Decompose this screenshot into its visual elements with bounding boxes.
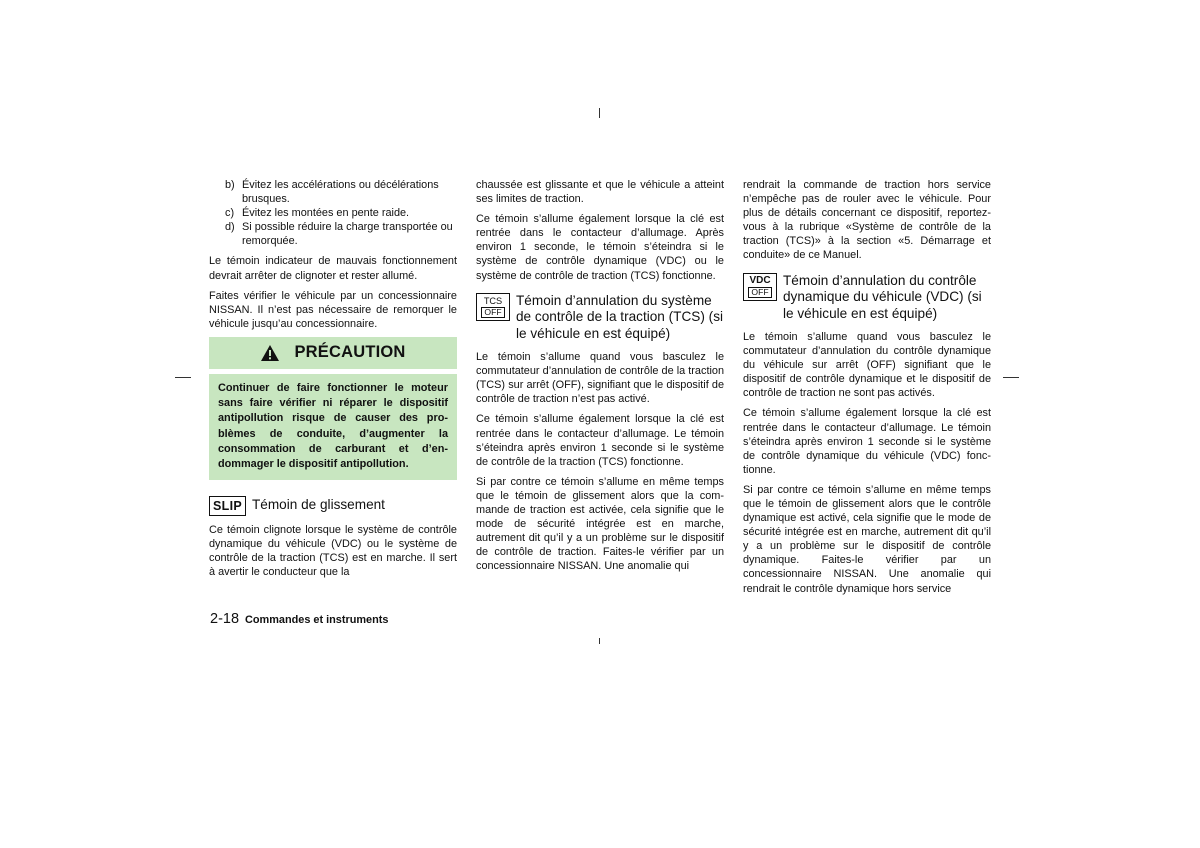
slip-indicator-title: Témoin de glissement	[251, 497, 385, 513]
column-2	[476, 178, 724, 579]
tcs-icon-bottom: OFF	[481, 307, 504, 318]
caution-header	[209, 337, 457, 369]
paragraph: Ce témoin s’allume également lorsque la clé est rentrée dans le contacteur d’allumage. Après environ 1 seconde, le témoin s’éteindra si le système de contrôle dynamique (VDC) ou le système de contrôle de traction (TCS) fonctionne.	[476, 213, 724, 282]
crop-mark-top	[599, 108, 600, 118]
list-item-label: d)	[225, 221, 235, 234]
tcs-off-indicator-title: Témoin d’annulation du système de contrôle de la traction (TCS) (si le véhicule en est équipé)	[516, 292, 724, 342]
crop-mark-bottom	[599, 638, 600, 644]
list-item-label: b)	[225, 179, 235, 191]
paragraph: Le témoin indicateur de mauvais fonctionnement devrait arrêter de clignoter et rester allumé.	[209, 255, 457, 282]
list-item	[209, 178, 457, 206]
column-3	[743, 178, 991, 602]
list-item-text: Si possible réduire la charge transportée ou remorquée.	[242, 221, 453, 248]
crop-mark-right	[1003, 377, 1019, 378]
list-item-text: Évitez les montées en pente raide.	[242, 207, 410, 220]
caution-title: PRÉCAUTION	[294, 343, 406, 362]
caution-body: Continuer de faire fonctionner le moteur sans faire vérifier ni réparer le dispositif antipollution risque de causer des problèmes de conduite, d’augmenter la consommation de carburant et d’endommager le dispositif antipollution.	[209, 374, 457, 480]
paragraph: Le témoin s’allume quand vous basculez le commutateur d’annulation de contrôle de la traction (TCS) sur arrêt (OFF), signifiant que le dispositif de contrôle de traction n’est pas activé.	[476, 351, 724, 406]
crop-mark-left	[175, 377, 191, 378]
column-1	[209, 178, 457, 586]
paragraph: Ce témoin clignote lorsque le système de contrôle dynamique du véhicule (VDC) ou le système de contrôle de la traction (TCS) est en marche. Il sert à avertir le conducteur que la	[209, 524, 457, 579]
page-footer	[210, 611, 388, 627]
paragraph: Faites vérifier le véhicule par un concessionnaire NISSAN. Il n’est pas nécessaire de remorquer le véhicule jusqu’au concessionnaire.	[209, 289, 457, 330]
vdc-off-indicator-title: Témoin d’annulation du contrôle dynamique du véhicule (VDC) (si le véhicule en est équipé)	[783, 272, 982, 322]
page-number: 2-18	[210, 611, 240, 627]
list-item	[209, 206, 457, 220]
advice-list	[209, 178, 457, 248]
paragraph: Si par contre ce témoin s’allume en même temps que le témoin de glissement alors que la commande de traction est activée, cela signifie que le mode de sécurité intégrée est en marche, autrement dit qu’il y a un problème sur le dispositif de contrôle de traction. Faites-le vérifier par un concessionnaire NISSAN. Une anomalie qui	[476, 475, 724, 573]
paragraph: Si par contre ce témoin s’allume en même temps que le témoin de glissement alors que le contrôle dynamique est activé, cela signifie que le mode de sécurité intégrée est en marche, autrement dit qu’il y a un problème sur le dispositif de contrôle dynamique. Faites-le vérifier par un concessionnaire NISSAN. Une anomalie qui rendrait le contrôle dynamique hors service	[743, 483, 991, 595]
list-item-text: Évitez les accélérations ou décélérations brusques.	[242, 179, 439, 206]
slip-indicator-icon: SLIP	[209, 496, 246, 516]
section-title: Commandes et instruments	[245, 614, 389, 626]
paragraph: Ce témoin s’allume également lorsque la clé est rentrée dans le contacteur d’allumage. Le témoin s’éteindra après environ 1 seconde si le système de contrôle dynamique du véhicule (VDC) fonctionne.	[743, 407, 991, 476]
paragraph: Le témoin s’allume quand vous basculez le commutateur d’annulation du contrôle dynamique du véhicule sur arrêt (OFF) signifiant que le dispositif de contrôle dynamique et le dispositif de contrôle de traction ne sont pas activés.	[743, 330, 991, 400]
vdc-off-indicator-heading	[743, 273, 991, 323]
warning-triangle-icon	[260, 344, 280, 362]
tcs-icon-top: TCS	[483, 295, 503, 306]
vdc-icon-top: VDC	[749, 274, 771, 286]
paragraph: chaussée est glissante et que le véhicule a atteint ses limites de traction.	[476, 179, 724, 206]
paragraph: Ce témoin s’allume également lorsque la clé est rentrée dans le contacteur d’allumage. Le témoin s’éteindra après environ 1 seconde si le système de contrôle de la traction (TCS) fonctionne.	[476, 413, 724, 468]
paragraph: rendrait la commande de traction hors service n’empêche pas de rouler avec le véhicule. Pour plus de détails concernant ce dispositif, reportez-vous à la rubrique «Système de contrôle de la traction (TCS)» à la section «5. Démarrage et conduite» de ce Manuel.	[743, 179, 991, 262]
list-item-label: c)	[225, 207, 235, 220]
tcs-off-icon	[476, 293, 510, 321]
vdc-icon-bottom: OFF	[748, 287, 771, 298]
tcs-off-indicator-heading	[476, 293, 724, 343]
list-item	[209, 220, 457, 248]
vdc-off-icon	[743, 273, 777, 301]
slip-indicator-heading	[209, 496, 457, 516]
